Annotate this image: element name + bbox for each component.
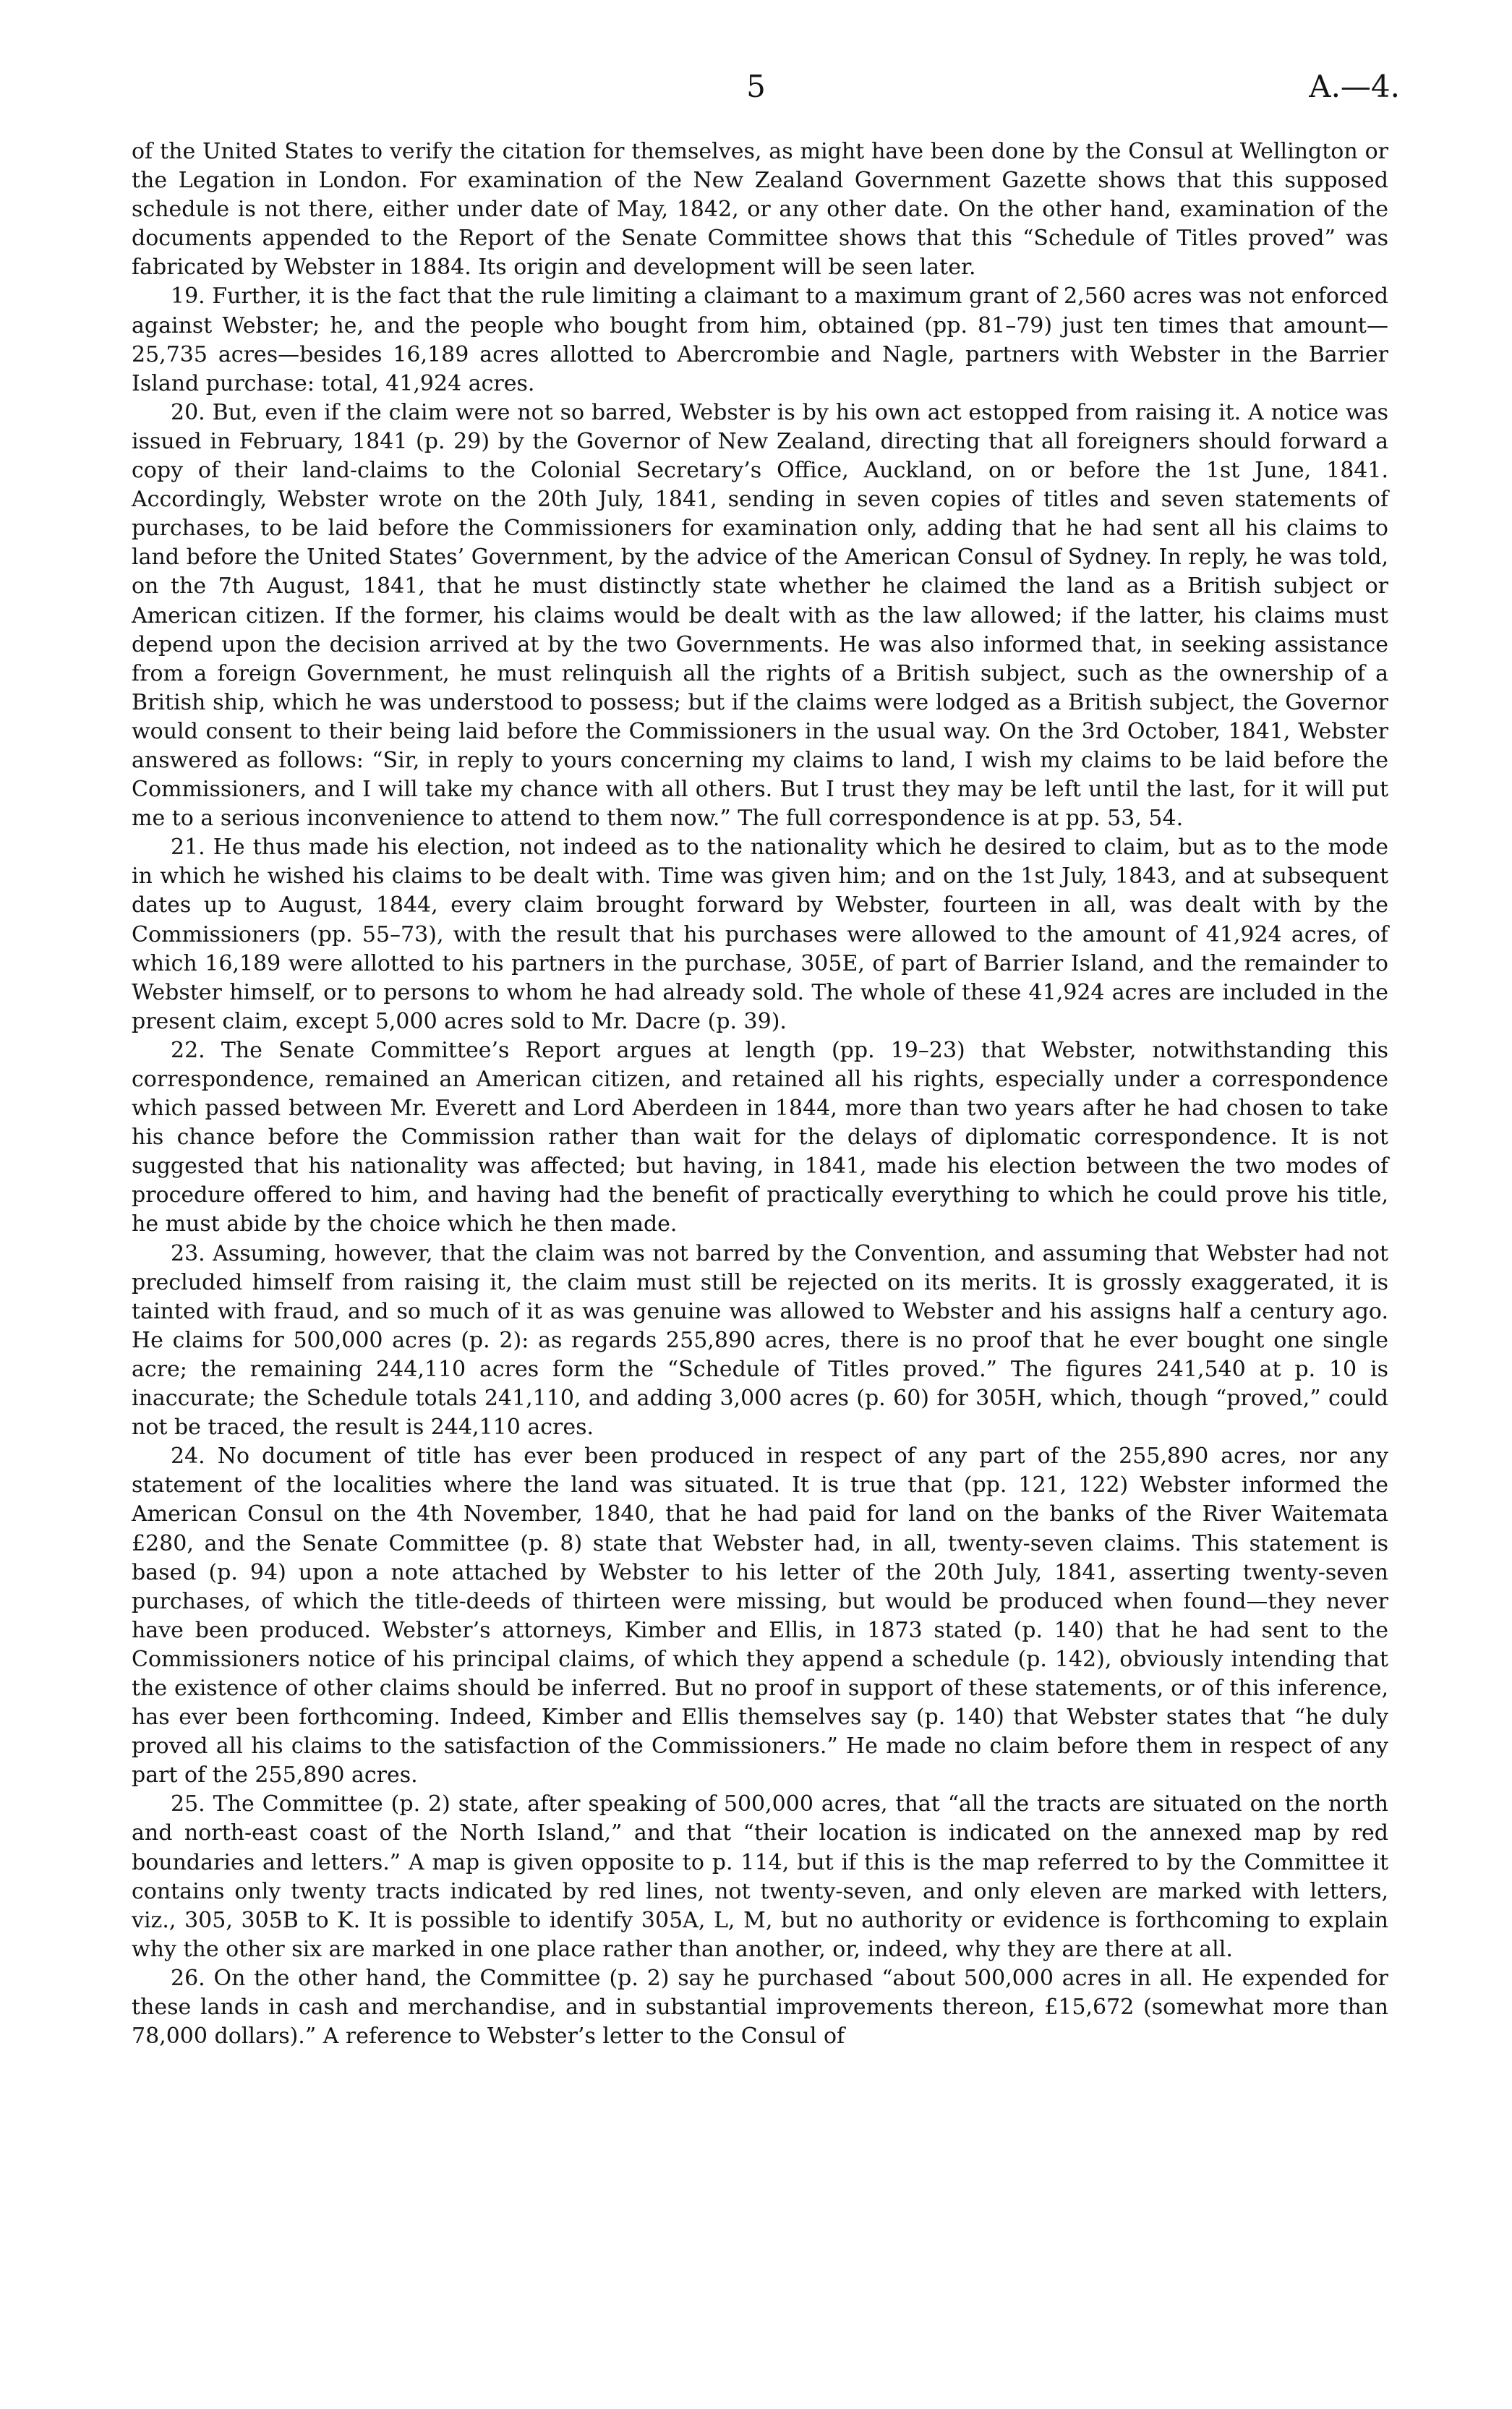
paragraph-number: 19. [171, 283, 205, 310]
paragraph-text: The Committee (p. 2) state, after speaking of 500,000 acres, that “all the tracts are situated on the north and north-east coast of the North Island,” and that “their location is indicated on the annexed map by red boundaries and letters.” A map is given opposite to p. 114, but if this is the map referred to by the Committee it contains only twenty tracts indicated by red lines, not twenty-seven, and only eleven are marked with letters, viz., 305, 305B to K. It is possible to identify 305A, L, M, but no authority or evidence is forthcoming to explain why the other six are marked in one place rather than another, or, indeed, why they are there at all. [132, 1791, 1388, 1962]
paragraph-number: 25. [171, 1791, 205, 1817]
document-reference: A.—4. [1309, 69, 1400, 104]
page-number: 5 [746, 69, 766, 104]
paragraph-19 [132, 282, 1388, 398]
paragraph-26 [132, 1964, 1388, 2051]
paragraph-25 [132, 1790, 1388, 1964]
paragraph-text: On the other hand, the Committee (p. 2) say he purchased “about 500,000 acres in all. He expended for these lands in cash and merchandise, and in substantial improvements thereon, £15,672 (somewhat more than 78,000 dollars).” A reference to Webster’s letter to the Consul of [132, 1965, 1388, 2050]
paragraph-text: The Senate Committee’s Report argues at length (pp. 19–23) that Webster, notwithstanding this correspondence, remained an American citizen, and retained all his rights, especially under a correspondence which passed between Mr. Everett and Lord Aberdeen in 1844, more than two years after he had chosen to take his chance before the Commission rather than wait for the delays of diplomatic correspondence. It is not suggested that his nationality was affected; but having, in 1841, made his election between the two modes of procedure offered to him, and having had the benefit of practically everything to which he could prove his title, he must abide by the choice which he then made. [132, 1037, 1388, 1237]
paragraph-20 [132, 398, 1388, 833]
paragraph-24 [132, 1442, 1388, 1790]
paragraph-number: 23. [171, 1240, 205, 1266]
paragraph-text: Further, it is the fact that the rule limiting a claimant to a maximum grant of 2,560 acres was not enforced against Webster; he, and the people who bought from him, obtained (pp. 81–79) just ten times that amount—25,735 acres—besides 16,189 acres allotted to Abercrombie and Nagle, partners with Webster in the Barrier Island purchase: total, 41,924 acres. [132, 283, 1388, 396]
paragraph-text: But, even if the claim were not so barred, Webster is by his own act estopped from raising it. A notice was issued in February, 1841 (p. 29) by the Governor of New Zealand, directing that all foreigners should forward a copy of their land-claims to the Colonial Secretary’s Office, Auckland, on or before the 1st June, 1841. Accordingly, Webster wrote on the 20th July, 1841, sending in seven copies of titles and seven statements of purchases, to be laid before the Commissioners for examination only, adding that he had sent all his claims to land before the United States’ Government, by the advice of the American Consul of Sydney. In reply, he was told, on the 7th August, 1841, that he must distinctly state whether he claimed the land as a British subject or American citizen. If the former, his claims would be dealt with as the law allowed; if the latter, his claims must depend upon the decision arrived at by the two Governments. He was also informed that, in seeking assistance from a foreign Government, he must relinquish all the rights of a British subject, such as the ownership of a British ship, which he was understood to possess; but if the claims were lodged as a British subject, the Governor would consent to their being laid before the Commissioners in the usual way. On the 3rd October, 1841, Webster answered as follows: “Sir, in reply to yours concerning my claims to land, I wish my claims to be laid before the Commissioners, and I will take my chance with all others. But I trust they may be left until the last, for it will put me to a serious inconvenience to attend to them now.” The full correspondence is at pp. 53, 54. [132, 399, 1388, 832]
paragraph-number: 20. [171, 399, 205, 425]
paragraph-number: 22. [171, 1037, 205, 1063]
paragraph-continuation [132, 137, 1388, 282]
paragraph-number: 26. [171, 1965, 205, 1991]
paragraph-22 [132, 1036, 1388, 1240]
paragraph-text: He thus made his election, not indeed as to the nationality which he desired to claim, but as to the mode in which he wished his claims to be dealt with. Time was given him; and on the 1st July, 1843, and at subsequent dates up to August, 1844, every claim brought forward by Webster, fourteen in all, was dealt with by the Commissioners (pp. 55–73), with the result that his purchases were allowed to the amount of 41,924 acres, of which 16,189 were allotted to his partners in the purchase, 305E, of part of Barrier Island, and the remainder to Webster himself, or to persons to whom he had already sold. The whole of these 41,924 acres are included in the present claim, except 5,000 acres sold to Mr. Dacre (p. 39). [132, 835, 1388, 1034]
paragraph-23 [132, 1240, 1388, 1443]
paragraph-number: 21. [171, 835, 205, 861]
paragraph-text: Assuming, however, that the claim was not barred by the Convention, and assuming that Webster had not precluded himself from raising it, the claim must still be rejected on its merits. It is grossly exaggerated, it is tainted with fraud, and so much of it as was genuine was allowed to Webster and his assigns half a century ago. He claims for 500,000 acres (p. 2): as regards 255,890 acres, there is no proof that he ever bought one single acre; the remaining 244,110 acres form the “Schedule of Titles proved.” The figures 241,540 at p. 10 is inaccurate; the Schedule totals 241,110, and adding 3,000 acres (p. 60) for 305H, which, though “proved,” could not be traced, the result is 244,110 acres. [132, 1240, 1388, 1441]
paragraph-text: No document of title has ever been produced in respect of any part of the 255,890 acres, nor any statement of the localities where the land was situated. It is true that (pp. 121, 122) Webster informed the American Consul on the 4th November, 1840, that he had paid for land on the banks of the River Waitemata £280, and the Senate Committee (p. 8) state that Webster had, in all, twenty-seven claims. This statement is based (p. 94) upon a note attached by Webster to his letter of the 20th July, 1841, asserting twenty-seven purchases, of which the title-deeds of thirteen were missing, but would be produced when found—they never have been produced. Webster’s attorneys, Kimber and Ellis, in 1873 stated (p. 140) that he had sent to the Commissioners notice of his principal claims, of which they append a schedule (p. 142), obviously intending that the existence of other claims should be inferred. But no proof in support of these statements, or of this inference, has ever been forthcoming. Indeed, Kimber and Ellis themselves say (p. 140) that Webster states that “he duly proved all his claims to the satisfaction of the Commissioners.” He made no claim before them in respect of any part of the 255,890 acres. [132, 1444, 1388, 1788]
paragraph-text: of the United States to verify the citation for themselves, as might have been done by the Consul at Wellington or the Legation in London. For examination of the New Zealand Government Gazette shows that this supposed schedule is not there, either under date of May, 1842, or any other date. On the other hand, examination of the documents appended to the Report of the Senate Committee shows that this “Schedule of Titles proved” was fabricated by Webster in 1884. Its origin and development will be seen later. [132, 139, 1388, 281]
paragraph-number: 24. [171, 1444, 205, 1470]
body-text [132, 137, 1388, 2051]
paragraph-21 [132, 833, 1388, 1036]
